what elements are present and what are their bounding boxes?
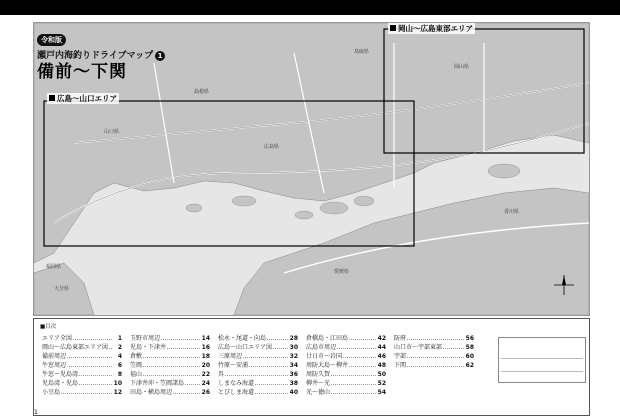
toc-row[interactable] — [218, 352, 298, 361]
toc-entry-page: 42 — [377, 335, 386, 342]
toc-entry-page: 54 — [377, 389, 386, 396]
toc-entry-name: 倉敷 — [130, 353, 143, 360]
toc-entry-page: 36 — [289, 371, 298, 378]
toc-entry-page: 18 — [201, 353, 210, 360]
toc-entry-page: 1 — [117, 335, 122, 342]
toc-entry-name: 山口市〜宇部東部 — [394, 344, 443, 351]
place-label: 香川県 — [504, 209, 520, 215]
toc-row[interactable] — [306, 352, 386, 361]
toc-row[interactable] — [42, 343, 122, 352]
toc-entry-name: 笠岡 — [130, 362, 143, 369]
toc-entry-page: 12 — [113, 389, 122, 396]
toc-row[interactable] — [42, 388, 122, 397]
toc-entry-page: 56 — [465, 335, 474, 342]
toc-row[interactable] — [218, 361, 298, 370]
place-label: 岡山県 — [454, 64, 470, 70]
toc-entry-name: 周防久賀 — [306, 371, 331, 378]
toc-column-2 — [130, 334, 210, 397]
toc-entry-page: 62 — [465, 362, 474, 369]
toc-row[interactable] — [394, 334, 474, 343]
toc-entry-name: 牛窓〜児島湾 — [42, 371, 79, 378]
toc-entry-name: 下津井沖・笠岡諸島 — [130, 380, 185, 387]
region-map[interactable] — [33, 22, 590, 316]
toc-row[interactable] — [306, 379, 386, 388]
toc-entry-page: 44 — [377, 344, 386, 351]
toc-row[interactable] — [306, 334, 386, 343]
toc-entry-name: 広島市周辺 — [306, 344, 337, 351]
toc-entry-name: 牛窓周辺 — [42, 362, 67, 369]
title-block — [37, 27, 165, 82]
toc-entry-name: 周防大島〜柳井 — [306, 362, 349, 369]
toc-entry-page: 14 — [201, 335, 210, 342]
toc-entry-name: しまなみ海道 — [218, 380, 255, 387]
toc-entry-name: 三原周辺 — [218, 353, 243, 360]
toc-row[interactable] — [394, 361, 474, 370]
toc-entry-page: 16 — [201, 344, 210, 351]
toc-row[interactable] — [218, 334, 298, 343]
toc-entry-name: 小豆島 — [42, 389, 61, 396]
toc-entry-name: とびしま海道 — [218, 389, 255, 396]
toc-row[interactable] — [218, 379, 298, 388]
toc-entry-page: 2 — [117, 344, 122, 351]
toc-column-3 — [218, 334, 298, 397]
toc-entry-name: 倉橋島・江田島 — [306, 335, 349, 342]
toc-entry-page: 20 — [201, 362, 210, 369]
toc-column-4 — [306, 334, 386, 397]
toc-entry-page: 40 — [289, 389, 298, 396]
toc-row[interactable] — [306, 343, 386, 352]
map-series-title — [37, 48, 165, 61]
top-black-bar — [0, 0, 620, 15]
toc-entry-name: 防府 — [394, 335, 407, 342]
toc-entry-name: 広島〜山口エリア図 — [218, 344, 273, 351]
toc-row[interactable] — [306, 370, 386, 379]
toc-entry-page: 46 — [377, 353, 386, 360]
toc-entry-name: 福山 — [130, 371, 143, 378]
toc-entry-page: 28 — [289, 335, 298, 342]
toc-entry-name: 田島・横島周辺 — [130, 389, 173, 396]
toc-entry-page: 10 — [113, 380, 122, 387]
toc-entry-name: エリア全図 — [42, 335, 73, 342]
page-number: 1 — [34, 409, 38, 416]
toc-entry-page: 48 — [377, 362, 386, 369]
toc-column-5 — [394, 334, 474, 370]
toc-entry-name: 松永・尾道・向島 — [218, 335, 267, 342]
toc-entry-page: 8 — [117, 371, 122, 378]
page-title: 備前〜下関 — [37, 62, 127, 82]
toc-row[interactable] — [130, 361, 210, 370]
toc-row[interactable] — [130, 388, 210, 397]
toc-entry-name: 宇部 — [394, 353, 407, 360]
toc-column-1 — [42, 334, 122, 397]
toc-entry-page: 38 — [289, 380, 298, 387]
toc-entry-page: 60 — [465, 353, 474, 360]
toc-entry-name: 廿日市〜岩国 — [306, 353, 343, 360]
toc-row[interactable] — [42, 352, 122, 361]
toc-row[interactable] — [218, 370, 298, 379]
place-label: 愛媛県 — [334, 269, 350, 275]
toc-entry-name: 児島・下津井 — [130, 344, 167, 351]
toc-entry-name: 玉野市周辺 — [130, 335, 161, 342]
toc-entry-page: 4 — [117, 353, 122, 360]
toc-entry-name: 光〜徳山 — [306, 389, 331, 396]
toc-entry-name: 児島湾・児島 — [42, 380, 79, 387]
toc-row[interactable] — [130, 334, 210, 343]
toc-row[interactable] — [130, 343, 210, 352]
toc-heading: ■目次 — [40, 324, 57, 330]
toc-entry-name: 柳井〜光 — [306, 380, 331, 387]
toc-row[interactable] — [42, 370, 122, 379]
dot-leader — [218, 375, 288, 376]
volume-number: 1 — [155, 51, 165, 61]
place-label: 島根県 — [194, 89, 210, 95]
toc-entry-name: 呉 — [218, 371, 225, 378]
place-label: 山口県 — [104, 129, 120, 135]
toc-row[interactable] — [306, 361, 386, 370]
toc-row[interactable] — [42, 334, 122, 343]
toc-entry-page: 32 — [289, 353, 298, 360]
toc-entry-page: 34 — [289, 362, 298, 369]
toc-row[interactable] — [218, 388, 298, 397]
place-label: 広島県 — [264, 144, 280, 150]
toc-row[interactable] — [306, 388, 386, 397]
toc-entry-page: 6 — [117, 362, 122, 369]
toc-row[interactable] — [394, 352, 474, 361]
toc-row[interactable] — [130, 370, 210, 379]
toc-entry-name: 下関 — [394, 362, 407, 369]
toc-row[interactable] — [218, 343, 298, 352]
toc-entry-page: 26 — [201, 389, 210, 396]
toc-row[interactable] — [130, 379, 210, 388]
place-label: 大分県 — [54, 286, 70, 292]
table-of-contents — [33, 318, 590, 416]
toc-entry-page: 24 — [201, 380, 210, 387]
toc-row[interactable] — [42, 379, 122, 388]
area-label-okayama-hiroshima-east[interactable]: 岡山〜広島東部エリア — [388, 23, 475, 34]
toc-entry-name: 岡山〜広島東部エリア図 — [42, 344, 109, 351]
toc-row[interactable] — [42, 361, 122, 370]
place-label: 福岡県 — [46, 264, 62, 270]
toc-row[interactable] — [130, 352, 210, 361]
toc-row[interactable] — [394, 343, 474, 352]
toc-entry-page: 52 — [377, 380, 386, 387]
edition-badge: 令和版 — [37, 34, 66, 46]
toc-entry-page: 58 — [465, 344, 474, 351]
toc-entry-page: 30 — [289, 344, 298, 351]
toc-entry-name: 竹原〜安浦 — [218, 362, 249, 369]
place-label: 鳥取県 — [354, 49, 370, 55]
shikoku-land — [234, 188, 589, 315]
info-box — [498, 337, 586, 383]
area-label-hiroshima-yamaguchi[interactable]: 広島〜山口エリア — [47, 93, 119, 104]
toc-entry-page: 50 — [377, 371, 386, 378]
toc-entry-name: 備前周辺 — [42, 353, 67, 360]
series-title-text: 瀬戸内海釣りドライブマップ — [37, 51, 154, 61]
toc-entry-page: 22 — [201, 371, 210, 378]
